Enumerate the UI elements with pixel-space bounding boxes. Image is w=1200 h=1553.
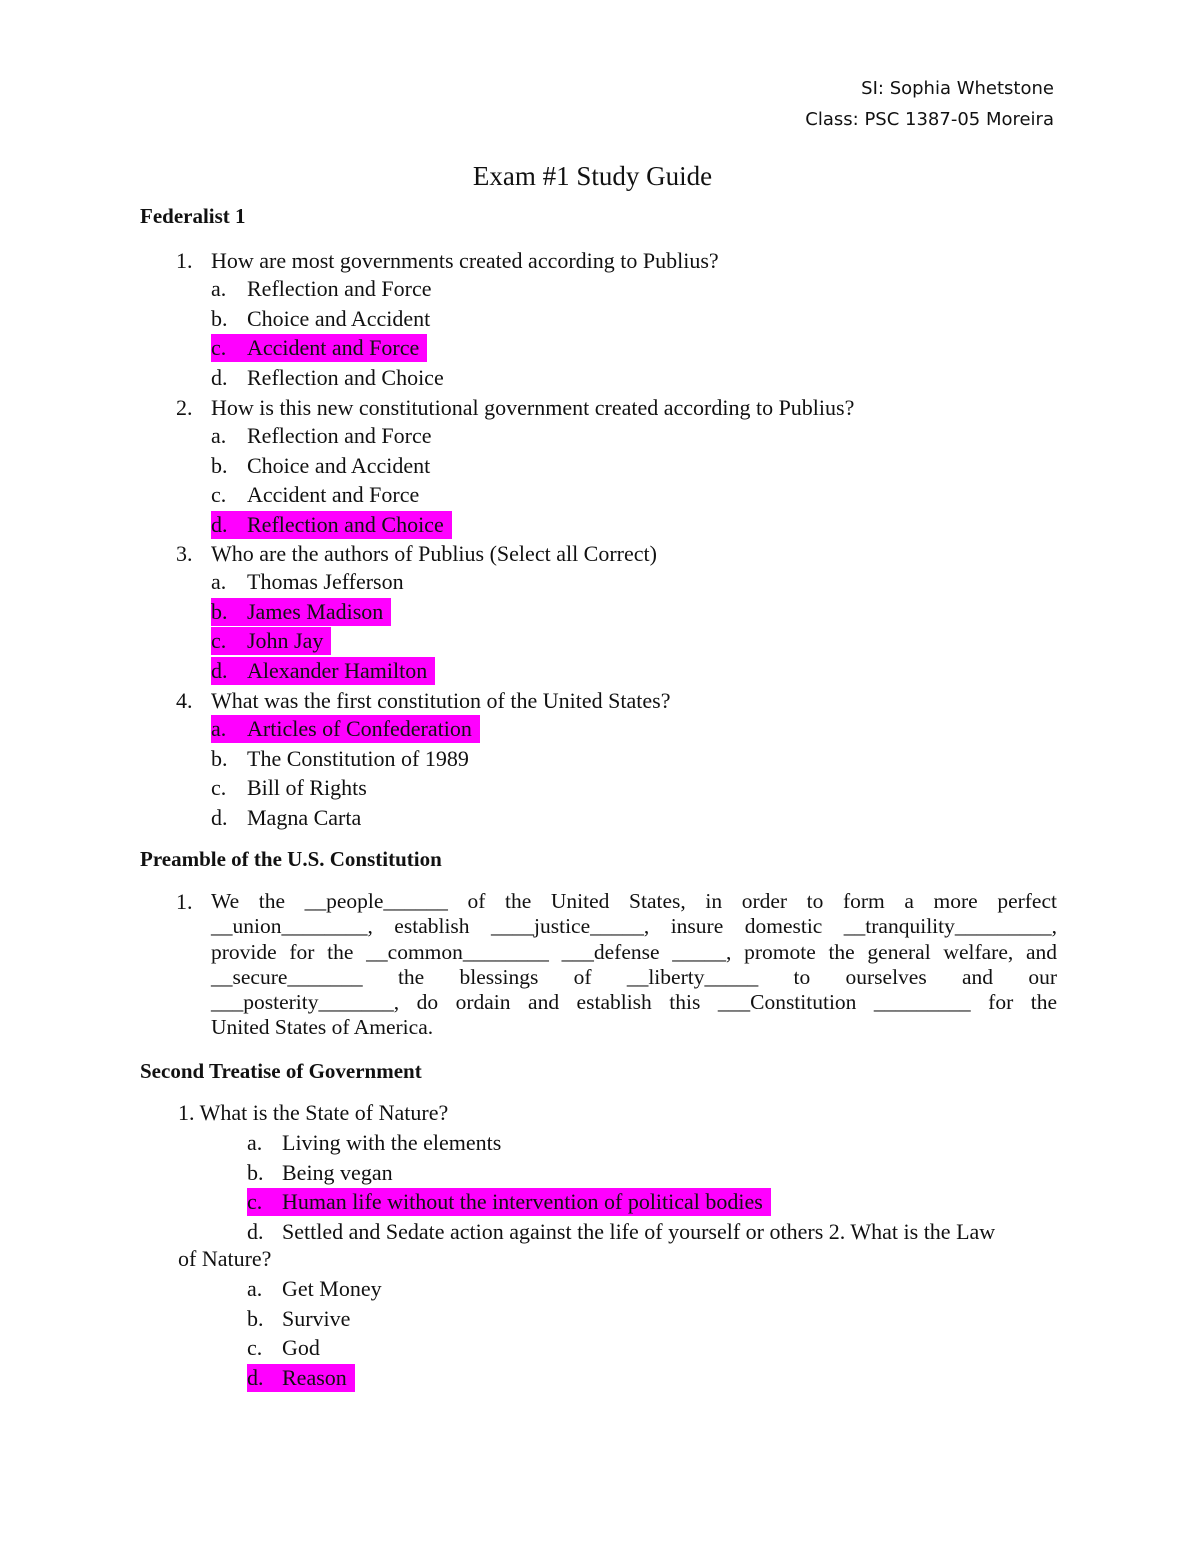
answer-option	[211, 422, 432, 450]
preamble-line: ___posterity_______, do ordain and establish this ___Constitution _________ for the	[211, 990, 1057, 1015]
answer-option	[211, 452, 431, 480]
answer-option	[211, 804, 362, 832]
question-text: What was the first constitution of the United States?	[211, 688, 671, 713]
answer-option	[247, 1159, 393, 1187]
option-letter: c.	[211, 335, 227, 360]
option-text: Articles of Confederation	[247, 716, 472, 741]
treatise-question-1: 1. What is the State of Nature?	[178, 1100, 449, 1125]
option-letter: a.	[211, 276, 227, 301]
answer-option	[247, 1364, 347, 1392]
question-number: 4.	[176, 688, 193, 713]
answer-option	[211, 715, 472, 743]
answer-option	[247, 1129, 502, 1157]
answer-option	[211, 774, 367, 802]
preamble-line: We the __people______ of the United States, in order to form a more perfect	[211, 889, 1057, 913]
preamble-line: __secure_______ the blessings of __liberty_____ to ourselves and our	[211, 964, 1057, 989]
answer-option	[211, 481, 420, 509]
option-letter: c.	[211, 775, 227, 800]
preamble-line: provide for the __common________ ___defense _____, promote the general welfare, and	[211, 939, 1057, 964]
option-text: Thomas Jefferson	[247, 569, 404, 594]
answer-option	[211, 745, 469, 773]
option-letter: b.	[211, 745, 228, 771]
option-text: John Jay	[247, 628, 324, 653]
option-letter: a.	[211, 716, 227, 741]
option-letter: d.	[211, 657, 228, 683]
option-letter: b.	[211, 452, 228, 478]
option-letter: c.	[247, 1189, 263, 1214]
question-text: Who are the authors of Publius (Select all Correct)	[211, 541, 657, 566]
option-text: Reason	[282, 1364, 347, 1390]
answer-option	[247, 1188, 763, 1216]
preamble-line: United States of America.	[211, 1015, 434, 1040]
answer-option	[211, 364, 444, 392]
option-letter: c.	[211, 628, 227, 653]
question-number: 3.	[176, 541, 193, 566]
option-letter: b.	[211, 598, 228, 624]
preamble-line: __union________, establish ____justice_____, insure domestic __tranquility_________,	[211, 914, 1057, 939]
option-text: Human life without the intervention of political bodies	[282, 1189, 763, 1214]
option-text: Choice and Accident	[247, 452, 431, 478]
federalist-heading: Federalist 1	[140, 204, 246, 228]
option-text: Choice and Accident	[247, 305, 431, 331]
option-text: Reflection and Force	[247, 276, 432, 301]
option-letter: b.	[247, 1305, 264, 1331]
option-text: Get Money	[282, 1276, 382, 1301]
answer-option	[211, 598, 384, 626]
option-letter: d.	[211, 804, 228, 830]
answer-option	[211, 334, 420, 362]
option-text: Reflection and Force	[247, 423, 432, 448]
answer-option	[211, 568, 404, 596]
answer-option	[211, 627, 324, 655]
question-text: How are most governments created according to Publius?	[211, 248, 719, 273]
preamble-heading: Preamble of the U.S. Constitution	[140, 847, 442, 871]
page-title: Exam #1 Study Guide	[472, 161, 713, 191]
option-text: The Constitution of 1989	[247, 745, 469, 771]
option-text: Survive	[282, 1305, 351, 1331]
option-text: Bill of Rights	[247, 775, 367, 800]
option-text: Being vegan	[282, 1159, 393, 1185]
option-letter: c.	[211, 482, 227, 507]
option-letter: d.	[211, 511, 228, 537]
option-text: Settled and Sedate action against the life of yourself or others 2. What is the Law	[282, 1218, 996, 1244]
option-letter: d.	[247, 1364, 264, 1390]
option-letter: c.	[247, 1335, 263, 1360]
option-letter: a.	[211, 423, 227, 448]
option-text: Living with the elements	[282, 1130, 502, 1155]
option-letter: a.	[247, 1130, 263, 1155]
option-letter: a.	[247, 1276, 263, 1301]
answer-option	[211, 657, 428, 685]
question-number: 1.	[176, 248, 193, 273]
option-letter: a.	[211, 569, 227, 594]
answer-option	[211, 275, 432, 303]
option-letter: b.	[211, 305, 228, 331]
option-letter: b.	[247, 1159, 264, 1185]
treatise-heading: Second Treatise of Government	[140, 1059, 422, 1083]
answer-option	[211, 511, 444, 539]
option-text: God	[282, 1335, 320, 1360]
option-letter: d.	[247, 1218, 264, 1244]
answer-option	[247, 1334, 320, 1362]
option-text: Accident and Force	[247, 482, 420, 507]
answer-option	[247, 1218, 996, 1246]
preamble-number: 1.	[176, 889, 193, 914]
option-text: Magna Carta	[247, 804, 362, 830]
answer-option	[211, 305, 431, 333]
option-text: James Madison	[247, 598, 384, 624]
preamble-paragraph	[211, 889, 1057, 1041]
option-text: Reflection and Choice	[247, 364, 444, 390]
question-number: 2.	[176, 395, 193, 420]
option-text: Alexander Hamilton	[247, 657, 428, 683]
option-text: Accident and Force	[247, 335, 420, 360]
treatise-question-2-continued: of Nature?	[178, 1246, 272, 1271]
answer-option	[247, 1305, 351, 1333]
option-text: Reflection and Choice	[247, 511, 444, 537]
class-name: Class: PSC 1387-05 Moreira	[805, 109, 1054, 130]
answer-option	[247, 1275, 382, 1303]
question-text: How is this new constitutional government created according to Publius?	[211, 395, 855, 420]
option-letter: d.	[211, 364, 228, 390]
si-name: SI: Sophia Whetstone	[861, 78, 1054, 99]
